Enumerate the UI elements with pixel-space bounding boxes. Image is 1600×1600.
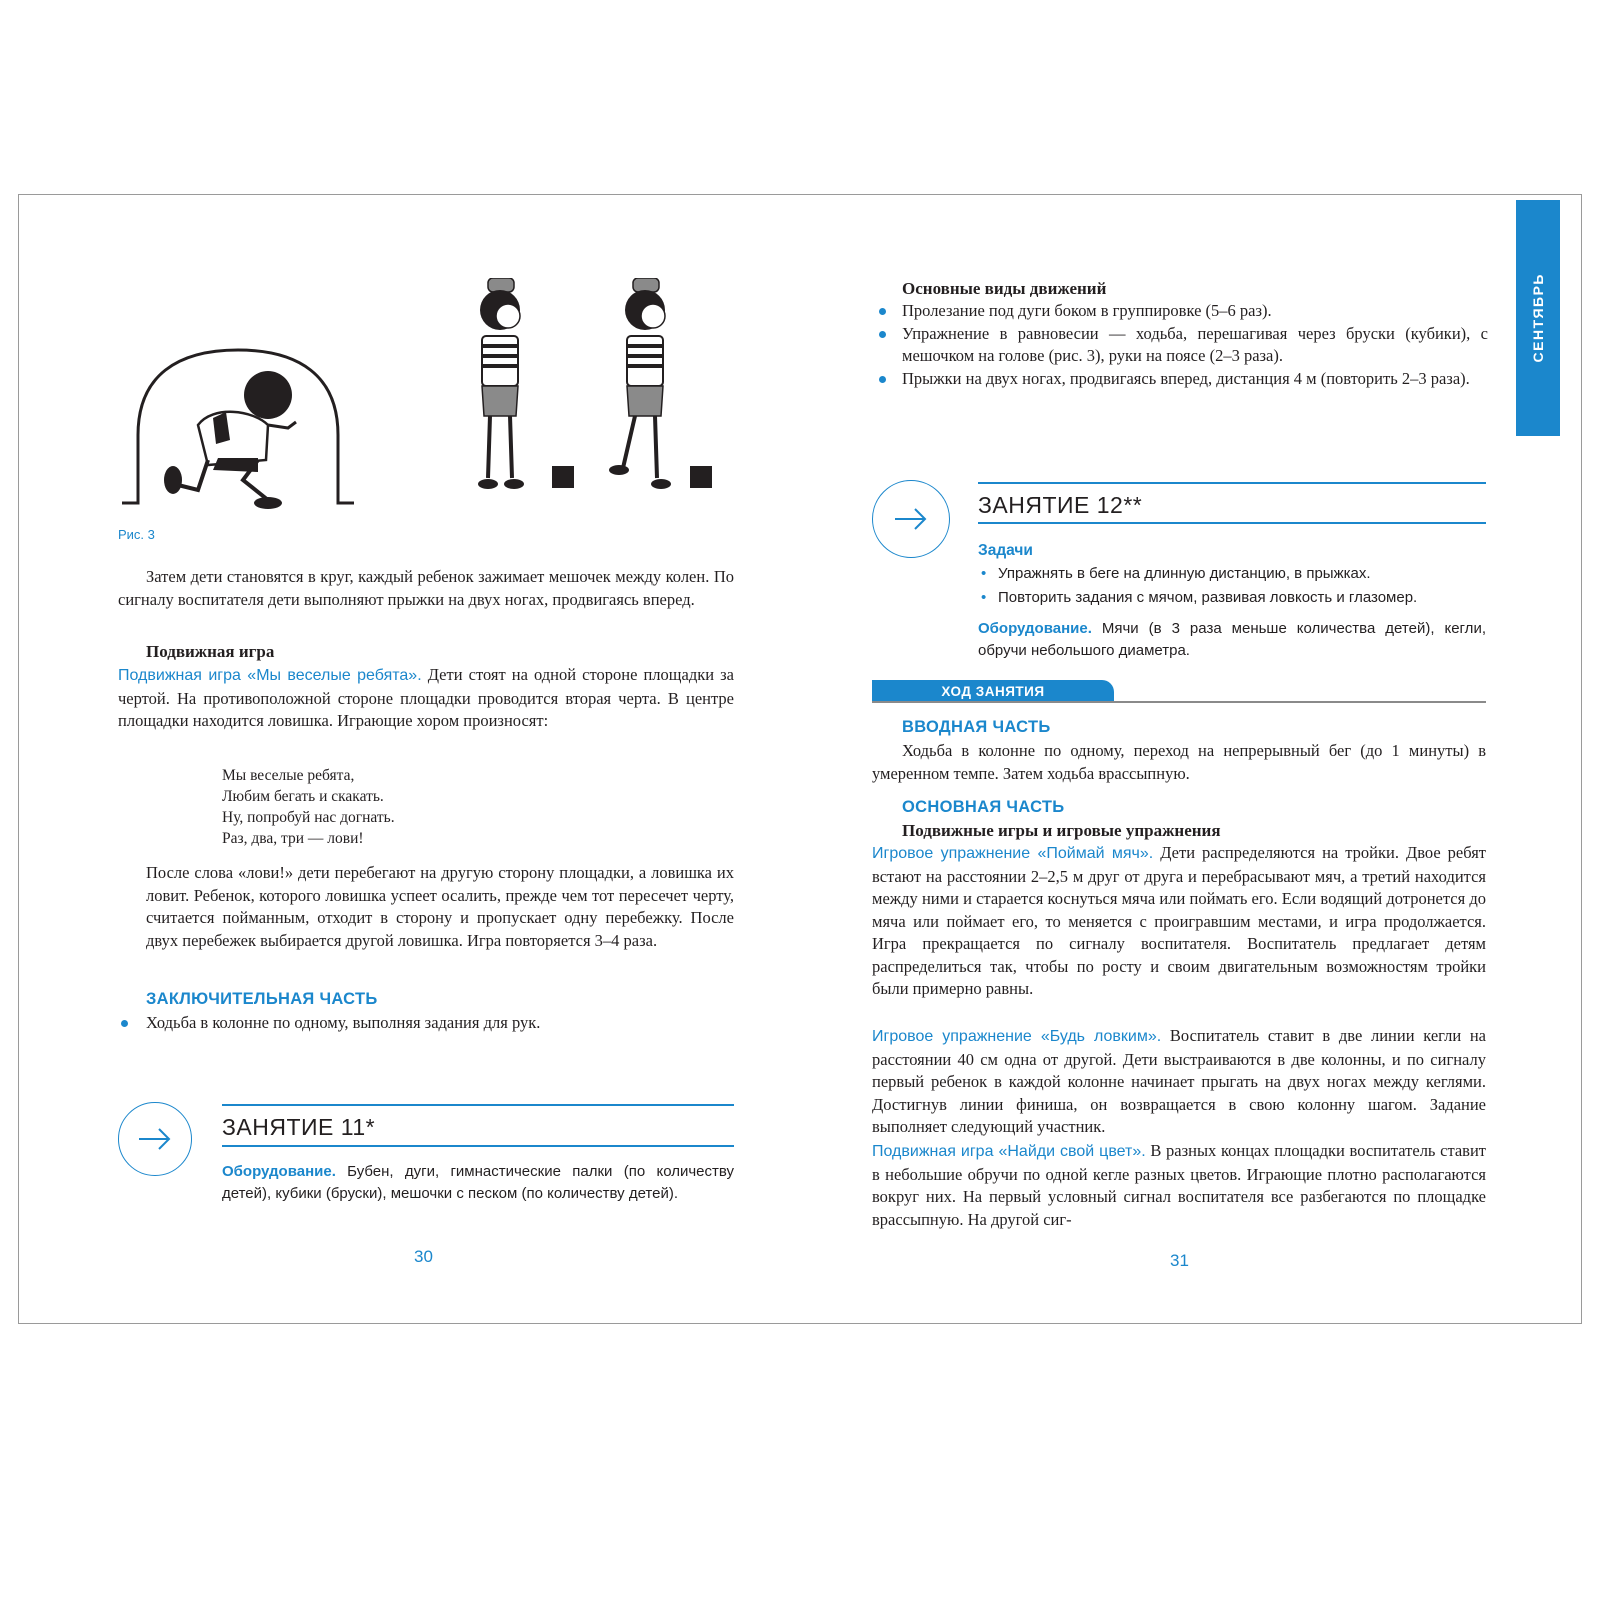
after-poem-paragraph: После слова «лови!» дети перебегают на другую сторону площадки, а ловишка их ловит. Ребенок, которого ловишка успеет осалить, прежде чем тот пересечет черту, считается пойманным, отходит в сторону и пропускает одну перебежку. После двух перебежек выбирается другой ловишка. Игра повторяется 3–4 раза. xyxy=(146,863,734,950)
list-item xyxy=(876,300,1488,323)
month-side-tab xyxy=(1516,200,1560,436)
exercise-catch-ball-text: Дети распределяются на тройки. Двое ребят встают на расстоянии 2–2,5 м друг от друга и перебрасывают мяч, а третий находится между ними и старается коснуться мяча или поймать его. Если водящий дотронется до мяча или поймает его, то меняется с проигравшим местами, и игра продолжается. Игра прекращается по сигналу воспитателя. Воспитатель предлагает детям распределиться так, чтобы по росту и своим двигательным возможностям тройки были примерно равны. xyxy=(872,843,1487,998)
lesson-11-equipment-text: Бубен, дуги, гимнастические палки (по количеству детей), кубики (бруски), мешочки с песком (по количеству детей). xyxy=(222,1163,734,1202)
game-text: Дети стоят на одной стороне площадки за чертой. На противоположной стороне площадки проводится вторая черта. В центре площадки находится ловишка. Играющие хором произносят: xyxy=(118,665,734,730)
list-item-text: Прыжки на двух ногах, продвигаясь вперед, дистанция 4 м (повторить 2–3 раза). xyxy=(902,368,1470,388)
list-item xyxy=(978,587,1486,609)
list-item-text: Упражнять в беге на длинную дистанцию, в прыжках. xyxy=(998,565,1371,582)
lesson-12-equipment-label: Оборудование. xyxy=(978,620,1092,637)
bullet-dot xyxy=(121,1020,128,1027)
game-find-your-color-text: В разных концах площадки воспитатель ставит в небольшие обручи по одной кегле разных цветов. Играющие плотно располагаются вокруг них. На первый условный сигнал воспитателя все разбегаются по площадке врассыпную. На другой сиг- xyxy=(872,1141,1487,1229)
bullet-dot xyxy=(879,376,886,383)
exercise-be-agile-text: Воспитатель ставит в две линии кегли на расстоянии 40 см одна от другой. Дети выстраиваются в две колонны, и по сигналу первый ребенок в каждой колонне начинает прыгать на двух ногах между кеглями. Достигнув линии финиша, он возвращается в свою колонну шагом. Задание выполняет следующий участник. xyxy=(872,1026,1486,1136)
poem-line: Ну, попробуй нас догнать. xyxy=(222,809,395,826)
poem xyxy=(222,765,395,849)
lesson-11-title: ЗАНЯТИЕ 11* xyxy=(222,1114,376,1140)
exercise-be-agile-label: Игровое упражнение «Будь ловким». xyxy=(872,1028,1162,1045)
lesson-progress-bar xyxy=(872,680,1486,702)
game-find-your-color-label: Подвижная игра «Найди свой цвет». xyxy=(872,1143,1146,1160)
tasks-label: Задачи xyxy=(978,542,1033,559)
lesson-12-title: ЗАНЯТИЕ 12** xyxy=(978,492,1143,518)
main-part-title: ОСНОВНАЯ ЧАСТЬ xyxy=(902,798,1065,816)
game-paragraph xyxy=(118,664,734,733)
lesson-12-arrow-icon xyxy=(872,480,950,558)
list-item-text: Упражнение в равновесии — ходьба, перешагивая через бруски (кубики), с мешочком на голове (рис. 3), руки на поясе (2–3 раза). xyxy=(902,323,1488,365)
list-item xyxy=(876,323,1488,368)
bullet-dot xyxy=(879,331,886,338)
figure-caption: Рис. 3 xyxy=(118,527,155,542)
exercise-be-agile xyxy=(872,1025,1486,1139)
poem-line: Любим бегать и скакать. xyxy=(222,788,384,805)
lesson-11-top-rule xyxy=(222,1104,734,1106)
lesson-11-arrow-icon xyxy=(118,1102,192,1176)
intro-part-text: Ходьба в колонне по одному, переход на непрерывный бег (до 1 минуты) в умеренном темпе. Затем ходьба врассыпную. xyxy=(872,741,1486,783)
games-heading: Подвижные игры и игровые упражнения xyxy=(902,821,1221,840)
page-number-right: 31 xyxy=(1170,1251,1189,1270)
list-item-text: Пролезание под дуги боком в группировке (5–6 раз). xyxy=(902,301,1272,320)
game-label: Подвижная игра «Мы веселые ребята». xyxy=(118,667,422,684)
main-movements-heading: Основные виды движений xyxy=(902,279,1107,298)
illustration-children-balance-walk xyxy=(460,278,740,518)
illustration-child-crawling-under-arch xyxy=(118,340,368,520)
intro-part-title: ВВОДНАЯ ЧАСТЬ xyxy=(902,718,1051,736)
lesson-11-equipment-label: Оборудование. xyxy=(222,1163,336,1180)
main-movements-list xyxy=(876,300,1488,390)
lesson-12-top-rule xyxy=(978,482,1486,484)
lesson-11-equipment xyxy=(222,1161,734,1205)
lesson-12-equipment xyxy=(978,618,1486,662)
final-part-title: ЗАКЛЮЧИТЕЛЬНАЯ ЧАСТЬ xyxy=(146,990,378,1008)
list-item xyxy=(876,368,1488,391)
bullet-dot: • xyxy=(981,589,987,606)
poem-line: Мы веселые ребята, xyxy=(222,767,355,784)
exercise-catch-ball xyxy=(872,842,1486,1001)
exercise-catch-ball-label: Игровое упражнение «Поймай мяч». xyxy=(872,845,1154,862)
bullet-dot: • xyxy=(981,565,987,582)
month-label: СЕНТЯБРЬ xyxy=(1530,273,1546,363)
lesson-11-bottom-rule xyxy=(222,1145,734,1147)
hod-zanyatiya-tab: ХОД ЗАНЯТИЯ xyxy=(872,680,1114,702)
list-item-text: Повторить задания с мячом, развивая ловкость и глазомер. xyxy=(998,589,1418,606)
game-heading: Подвижная игра xyxy=(146,642,275,661)
list-item xyxy=(978,563,1486,585)
tasks-list xyxy=(978,563,1486,609)
hod-rule xyxy=(872,701,1486,703)
final-part-bullet: Ходьба в колонне по одному, выполняя задания для рук. xyxy=(146,1013,541,1032)
lesson-12-equipment-text: Мячи (в 3 раза меньше количества детей), кегли, обручи небольшого диаметра. xyxy=(978,620,1486,659)
page-number-left: 30 xyxy=(414,1247,433,1266)
lesson-12-bottom-rule xyxy=(978,522,1486,524)
poem-line: Раз, два, три — лови! xyxy=(222,830,364,847)
game-find-your-color xyxy=(872,1140,1486,1231)
bullet-dot xyxy=(879,308,886,315)
intro-paragraph: Затем дети становятся в круг, каждый ребенок зажимает мешочек между колен. По сигналу воспитателя дети выполняют прыжки на двух ногах, продвигаясь вперед. xyxy=(118,567,734,609)
